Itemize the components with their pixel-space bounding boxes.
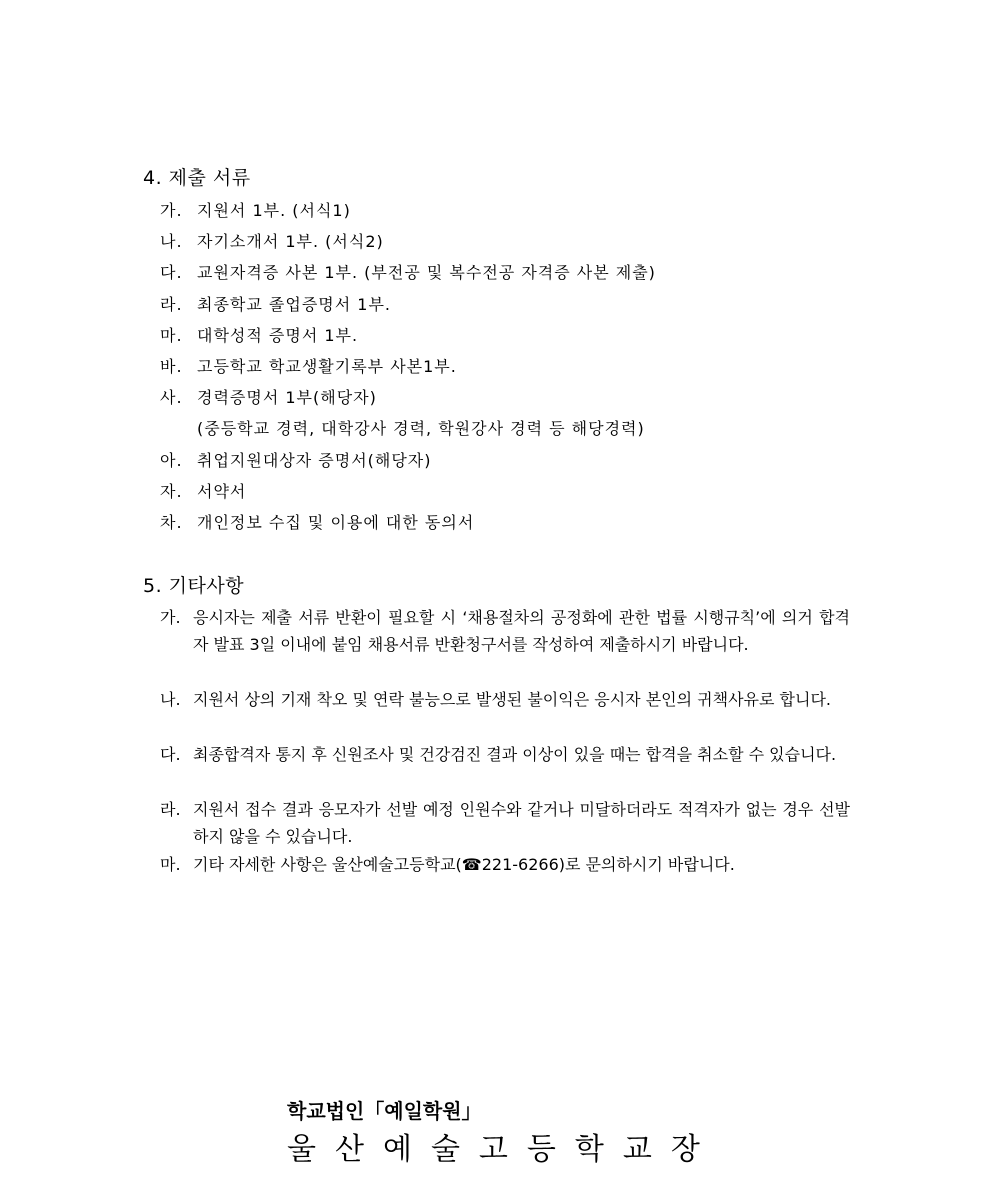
- list-item: [160, 260, 656, 283]
- item-marker: 나.: [160, 232, 183, 251]
- list-item: [160, 385, 377, 408]
- list-item: [160, 479, 246, 502]
- item-marker: 바.: [160, 357, 183, 376]
- list-item: [160, 323, 358, 346]
- list-item: [160, 292, 391, 315]
- list-item: [160, 448, 432, 471]
- list-item: [160, 686, 850, 713]
- item-marker: 마.: [160, 855, 181, 874]
- item-marker: 라.: [160, 295, 183, 314]
- item-text: 지원서 1부. (서식1): [197, 201, 351, 220]
- list-item: [160, 510, 474, 533]
- item-text: 응시자는 제출 서류 반환이 필요할 시 ‘채용절차의 공정화에 관한 법률 시행규칙’에 의거 합격자 발표 3일 이내에 붙임 채용서류 반환청구서를 작성하여 제출하시기 바랍니다.: [193, 608, 850, 654]
- item-text: 취업지원대상자 증명서(해당자): [197, 451, 432, 470]
- item-marker: 가.: [160, 608, 181, 627]
- item-marker: 차.: [160, 513, 183, 532]
- item-text: 최종학교 졸업증명서 1부.: [197, 295, 391, 314]
- item-text: 기타 자세한 사항은 울산예술고등학교(☎221-6266)로 문의하시기 바랍니다.: [193, 855, 735, 874]
- list-item: [160, 198, 351, 221]
- section-4-title: 4. 제출 서류: [143, 167, 251, 189]
- foundation-name: 학교법인「예일학원」: [287, 1099, 482, 1123]
- item-text: 교원자격증 사본 1부. (부전공 및 복수전공 자격증 사본 제출): [197, 263, 656, 282]
- item-text: 경력증명서 1부(해당자): [197, 388, 377, 407]
- item-marker: 마.: [160, 326, 183, 345]
- list-item: [160, 851, 850, 878]
- item-text: 지원서 접수 결과 응모자가 선발 예정 인원수와 같거나 미달하더라도 적격자가 없는 경우 선발하지 않을 수 있습니다.: [193, 800, 850, 846]
- list-item: [160, 604, 850, 658]
- principal-title: 울산예술고등학교장: [287, 1132, 719, 1167]
- list-item: [160, 741, 850, 768]
- item-text: 개인정보 수집 및 이용에 대한 동의서: [197, 513, 475, 532]
- section-5-title: 5. 기타사항: [143, 575, 245, 597]
- item-text: 지원서 상의 기재 착오 및 연락 불능으로 발생된 불이익은 응시자 본인의 귀책사유로 합니다.: [193, 690, 831, 709]
- item-marker: 라.: [160, 800, 181, 819]
- list-item: [160, 796, 850, 850]
- item-text: 최종합격자 통지 후 신원조사 및 건강검진 결과 이상이 있을 때는 합격을 취소할 수 있습니다.: [193, 745, 837, 764]
- item-marker: 아.: [160, 451, 183, 470]
- item-marker: 나.: [160, 690, 181, 709]
- item-marker: 자.: [160, 482, 183, 501]
- list-item: [160, 229, 384, 252]
- item-text: 대학성적 증명서 1부.: [197, 326, 359, 345]
- career-sub-note: (중등학교 경력, 대학강사 경력, 학원강사 경력 등 해당경력): [197, 419, 645, 438]
- item-text: 자기소개서 1부. (서식2): [197, 232, 384, 251]
- item-marker: 다.: [160, 745, 181, 764]
- item-text: 서약서: [197, 482, 247, 501]
- item-marker: 사.: [160, 388, 183, 407]
- list-item: [160, 354, 457, 377]
- item-text: 고등학교 학교생활기록부 사본1부.: [197, 357, 457, 376]
- item-marker: 가.: [160, 201, 183, 220]
- item-marker: 다.: [160, 263, 183, 282]
